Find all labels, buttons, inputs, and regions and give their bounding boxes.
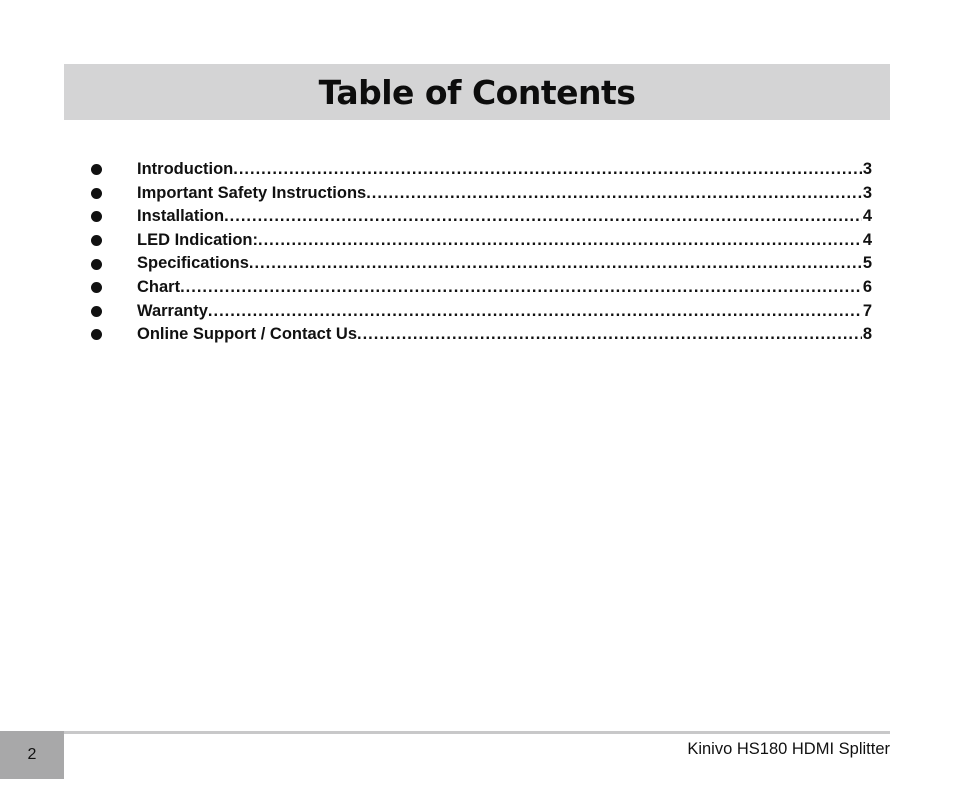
toc-entry-title: Important Safety Instructions [137,183,367,202]
dot-leader [208,300,862,324]
toc-entry-specifications[interactable] [88,252,872,276]
toc-entry-title: LED Indication: [137,230,258,249]
toc-entry-title: Online Support / Contact Us [137,325,358,344]
footer-product-name: Kinivo HS180 HDMI Splitter [687,740,890,758]
dot-leader [180,276,862,300]
table-of-contents [88,158,872,347]
toc-entry-page: 4 [862,207,872,226]
toc-entry-page: 3 [862,183,872,202]
footer-divider [64,731,890,734]
toc-entry-title: Chart [137,277,181,296]
toc-entry-installation[interactable] [88,205,872,229]
toc-entry-page: 5 [862,254,872,273]
toc-entry-introduction[interactable] [88,158,872,182]
bullet-icon [91,329,102,340]
dot-leader [357,323,862,347]
bullet-icon [91,211,102,222]
dot-leader [366,182,862,206]
toc-entry-page: 7 [862,301,872,320]
page-number: 2 [27,746,37,763]
toc-entry-safety-instructions[interactable] [88,182,872,206]
bullet-icon [91,282,102,293]
bullet-icon [91,188,102,199]
toc-entry-led-indication[interactable] [88,229,872,253]
dot-leader [249,252,862,276]
bullet-icon [91,306,102,317]
toc-entry-page: 4 [862,230,872,249]
toc-entry-page: 3 [862,160,872,178]
toc-entry-title: Introduction [137,160,234,178]
dot-leader [233,158,862,182]
dot-leader [224,205,862,229]
page-title: Table of Contents [318,72,636,112]
dot-leader [258,229,862,253]
toc-entry-online-support[interactable] [88,323,872,347]
page-number-box [0,731,64,779]
bullet-icon [91,235,102,246]
bullet-icon [91,259,102,270]
title-banner [64,64,890,120]
toc-entry-title: Warranty [137,301,208,320]
toc-entry-title: Installation [137,207,225,226]
toc-entry-page: 8 [862,325,872,344]
toc-entry-chart[interactable] [88,276,872,300]
bullet-icon [91,164,102,175]
toc-entry-page: 6 [862,277,872,296]
toc-entry-title: Specifications [137,254,249,273]
toc-entry-warranty[interactable] [88,300,872,324]
